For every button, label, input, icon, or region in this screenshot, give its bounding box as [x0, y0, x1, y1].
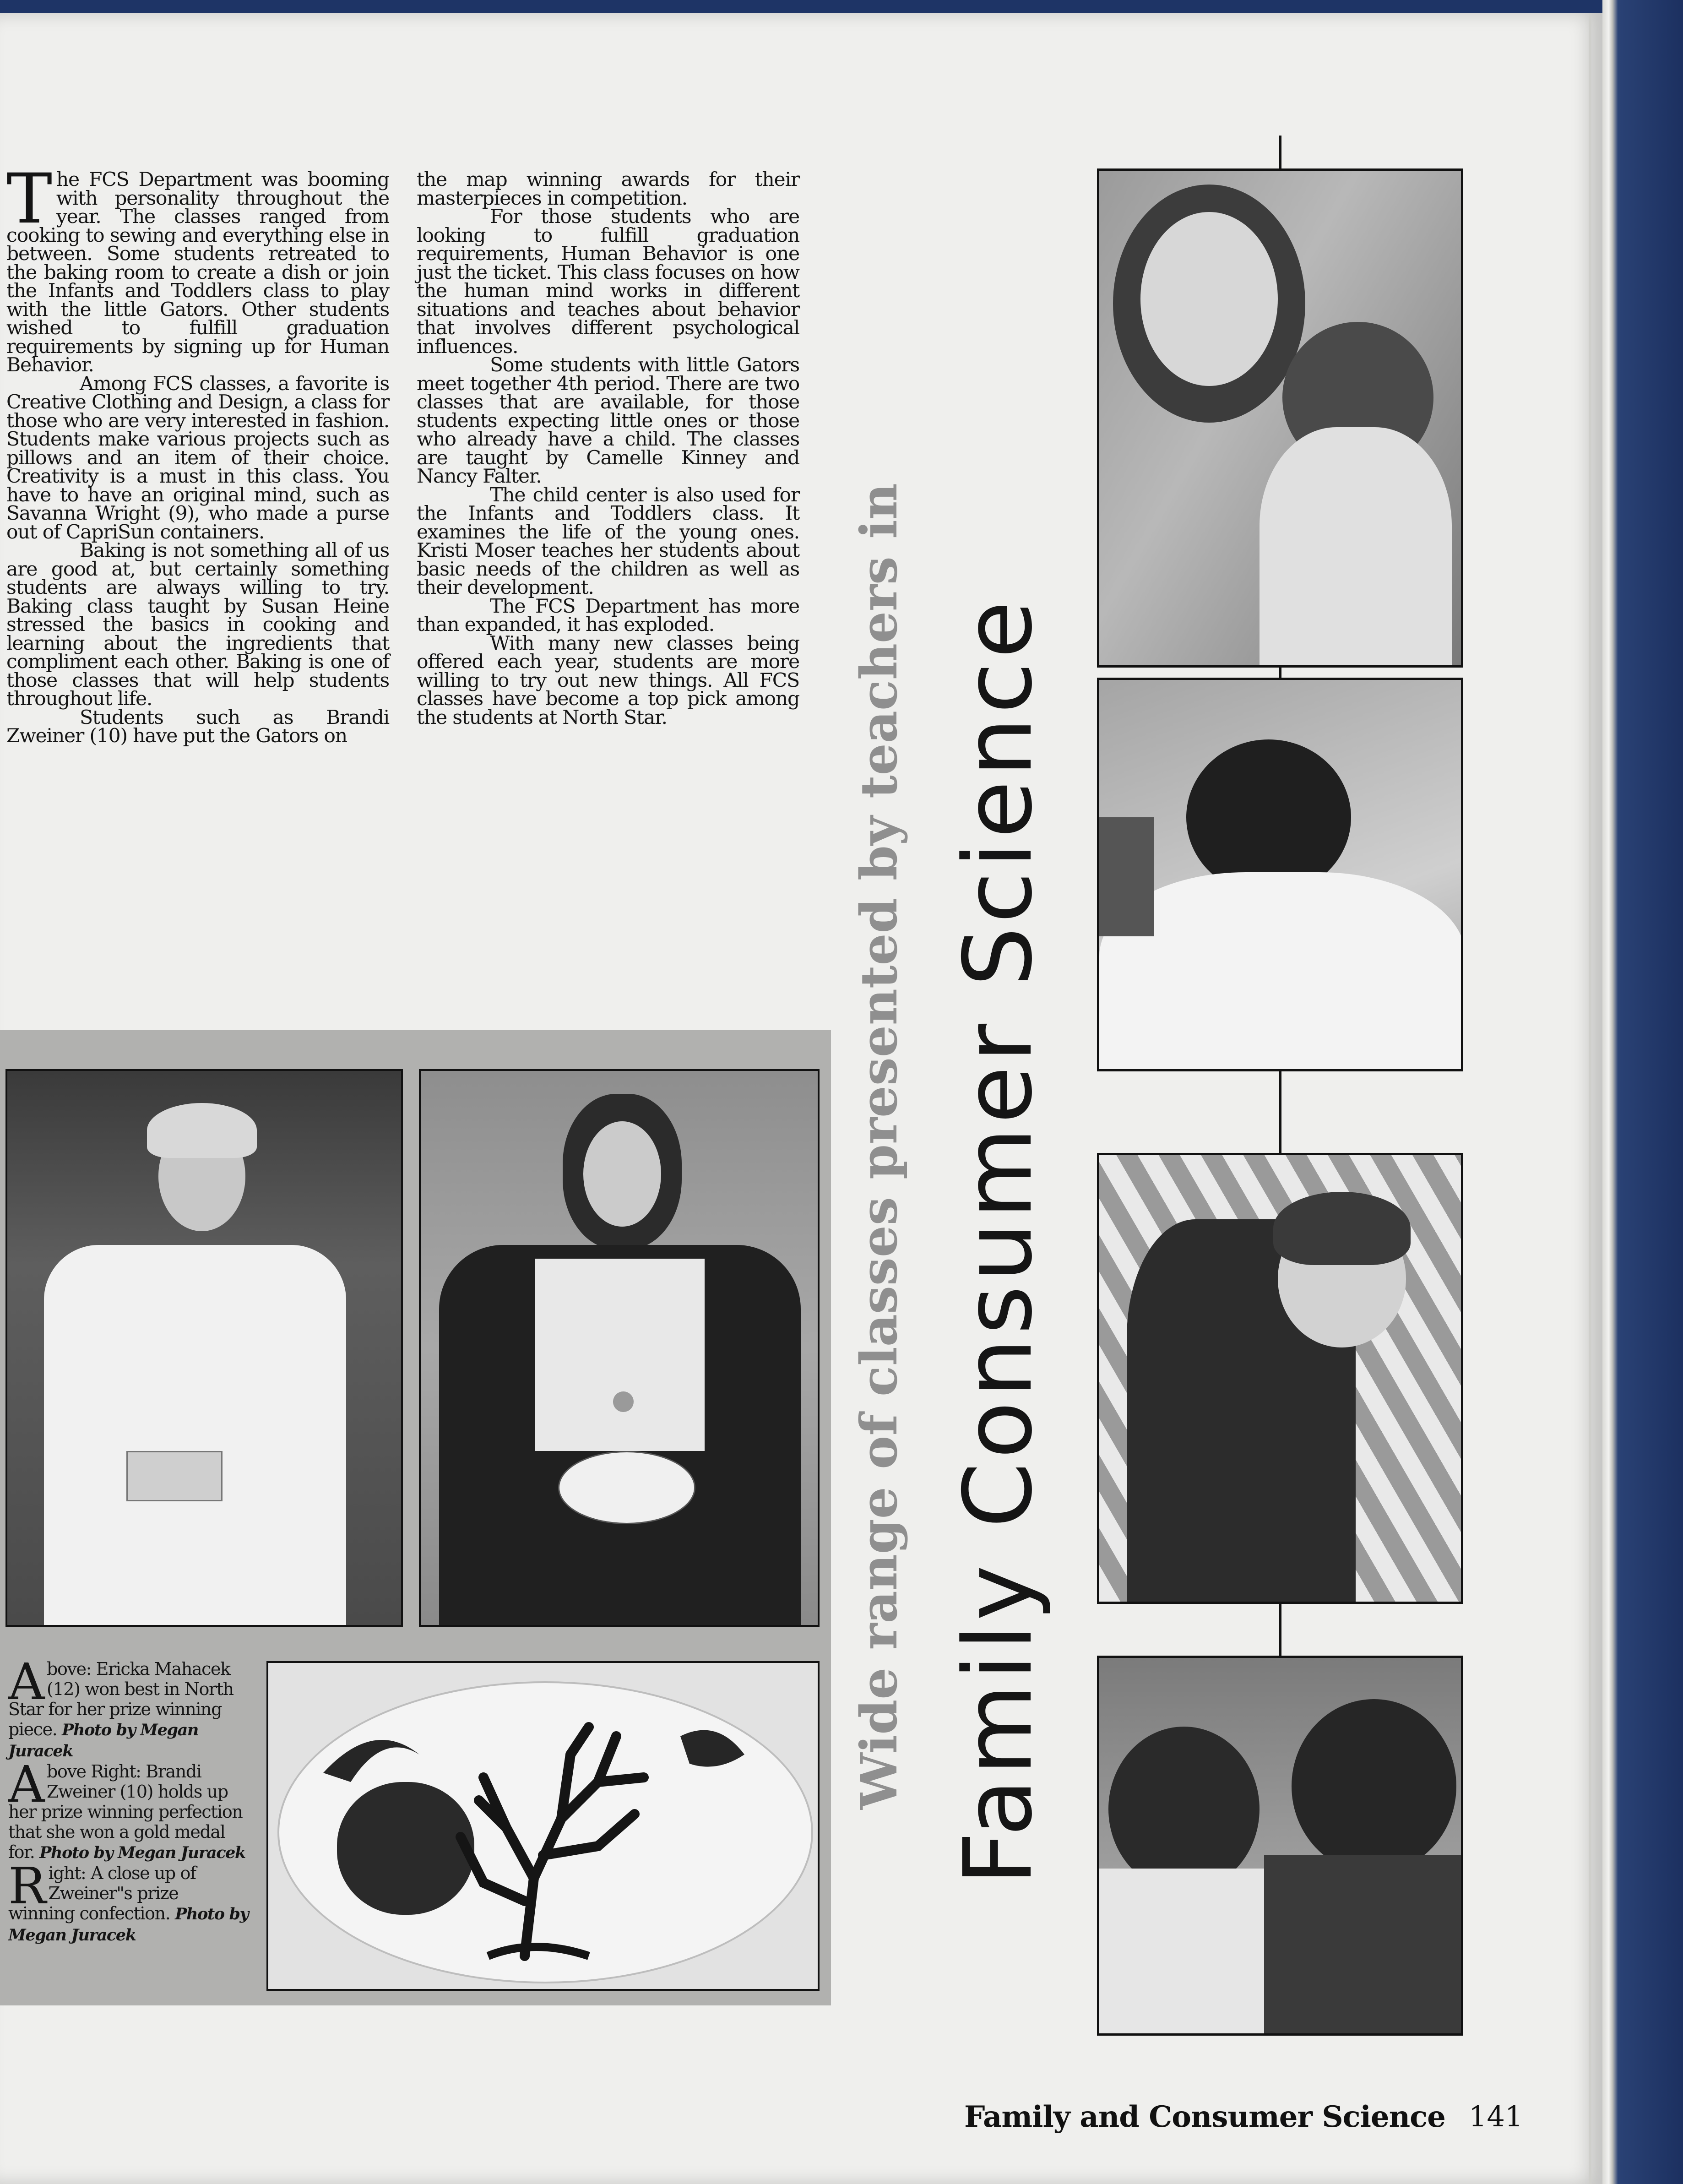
drop-cap: T: [6, 159, 52, 239]
paragraph-8: The child center is also used for the Infants and Toddlers class. It examines the life of the young ones. Kristi Moser teaches her students about basic needs of the children as well as their development.: [417, 484, 799, 599]
paragraph-10: With many new classes being offered each year, students are more willing to try out new things. All FCS classes have become a top pick among the students at North Star.: [417, 632, 799, 729]
page-number: 141: [1469, 2100, 1523, 2133]
photo-confection-closeup: [266, 1661, 820, 1991]
photo-captions: [8, 1652, 249, 1945]
footer-section-title: Family and Consumer Science: [964, 2100, 1445, 2134]
paragraph-5: the map winning awards for their masterpieces in competition.: [417, 168, 799, 210]
paragraph-1: The FCS Department was booming with personality throughout the year. The classes ranged from cooking to sewing and everything else in between. Some students retreated to the baking room to create a dish or join the Infants and Toddlers class to play with the little Gators. Other students wished to fulfill graduation requirements by signing up for Human Behavior.: [6, 159, 389, 376]
photo-toddler-in-stroller: [1097, 1153, 1463, 1604]
paragraph-9: The FCS Department has more than expanded, it has exploded.: [417, 595, 799, 636]
photo-sleeping-infant: [1097, 678, 1463, 1071]
photo-student-chef-coat: [5, 1069, 403, 1627]
caption-above: Above: Ericka Mahacek (12) won best in North Star for her prize winning piece. Photo by Megan Juracek: [8, 1652, 233, 1760]
page-subtitle: Wide range of classes presented by teachers in: [849, 483, 908, 1809]
article-column-2: [417, 168, 799, 729]
chocolate-tree-drawing: [268, 1663, 820, 1991]
caption-above-right: Above Right: Brandi Zweiner (10) holds up her prize winning perfection that she won a gold medal for. Photo by Megan Juracek: [8, 1755, 245, 1862]
paragraph-6: For those students who are looking to fulfill graduation requirements, Human Behavior is one just the ticket. This class focuses on how the human mind works in different situations and teaches about behavior that involves different psychological influences.: [417, 206, 799, 358]
paragraph-2: Among FCS classes, a favorite is Creative Clothing and Design, a class for those who are very interested in fashion. Students make various projects such as pillows and an item of their choice. Creativity is a must in this class. You have to have an original mind, such as Savanna Wright (9), who made a purse out of CapriSun containers.: [6, 372, 389, 543]
page-edge-rule: [1589, 13, 1591, 2184]
photo-mother-and-child: [1097, 168, 1463, 668]
yearbook-page: [0, 13, 1602, 2184]
article-column-1: [6, 159, 389, 747]
photo-student-medal: [419, 1069, 820, 1627]
paragraph-4: Students such as Brandi Zweiner (10) have put the Gators on: [6, 706, 389, 747]
book-binding-edge: [1602, 0, 1683, 2184]
paragraph-3: Baking is not something all of us are good at, but certainly something students are always willing to try. Baking class taught by Susan Heine stressed the basics in cooking and learning about the ingredients that compliment each other. Baking is one of those classes that will help students throughout life.: [6, 539, 389, 710]
caption-right: Right: A close up of Zweiner"s prize winning confection. Photo by Megan Juracek: [8, 1857, 249, 1945]
page-title: Family Consumer Science: [944, 597, 1053, 1885]
paragraph-7: Some students with little Gators meet together 4th period. There are two classes that are available, for those students expecting little ones or those who already have a child. The classes are taught by Camelle Kinney and Nancy Falter.: [417, 354, 799, 488]
photo-two-toddlers: [1097, 1656, 1463, 2036]
